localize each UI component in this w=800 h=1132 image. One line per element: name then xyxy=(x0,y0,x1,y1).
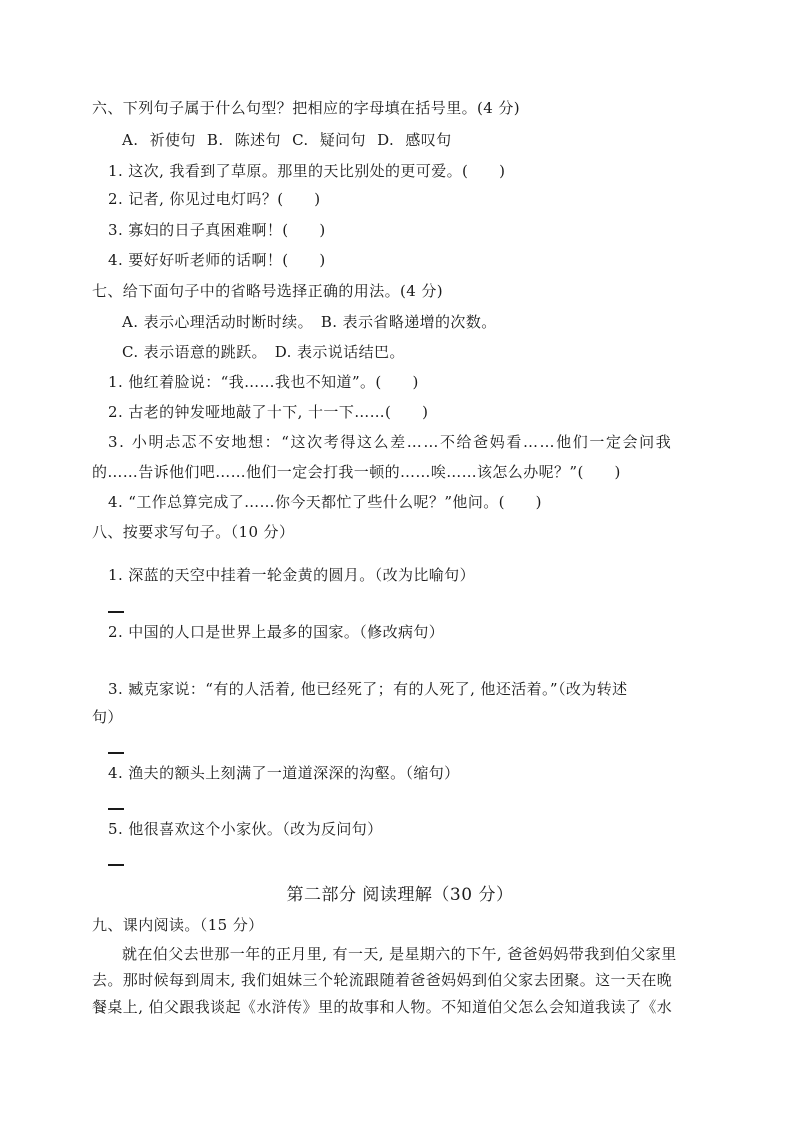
answer-line xyxy=(108,864,124,866)
section-8-question-2: 2. 中国的人口是世界上最多的国家。（修改病句） xyxy=(108,623,445,641)
section-6-question-4: 4. 要好好听老师的话啊！( ) xyxy=(108,251,326,269)
reading-paragraph-line-1: 就在伯父去世那一年的正月里, 有一天, 是星期六的下午, 爸爸妈妈带我到伯父家里 xyxy=(122,945,677,963)
answer-line xyxy=(108,808,124,810)
section-7-question-3-line-2: 的……告诉他们吧……他们一定会打我一顿的……唉……该怎么办呢？”( ) xyxy=(92,463,621,481)
section-8-question-4: 4. 渔夫的额头上刻满了一道道深深的沟壑。（缩句） xyxy=(108,764,460,782)
section-7-question-3-line-1: 3. 小明忐忑不安地想：“这次考得这么差……不给爸妈看……他们一定会问我 xyxy=(108,433,673,451)
section-8-question-5: 5. 他很喜欢这个小家伙。（改为反问句） xyxy=(108,820,383,838)
section-6-question-1: 1. 这次, 我看到了草原。那里的天比别处的更可爱。( ) xyxy=(108,162,506,180)
answer-line xyxy=(108,611,124,613)
section-6-question-2: 2. 记者, 你见过电灯吗？( ) xyxy=(108,190,321,208)
section-6-question-3: 3. 寡妇的日子真困难啊！( ) xyxy=(108,221,326,239)
section-8-question-1: 1. 深蓝的天空中挂着一轮金黄的圆月。（改为比喻句） xyxy=(108,566,475,584)
section-7-question-1: 1. 他红着脸说：“我……我也不知道”。( ) xyxy=(108,373,419,391)
section-7-options-row-2: C. 表示语意的跳跃。 D. 表示说话结巴。 xyxy=(122,343,405,361)
section-7-heading: 七、给下面句子中的省略号选择正确的用法。(4 分) xyxy=(92,282,444,300)
section-8-question-3-line-2: 句） xyxy=(92,708,123,726)
section-7-options-row-1: A. 表示心理活动时断时续。 B. 表示省略递增的次数。 xyxy=(122,313,497,331)
reading-paragraph-line-2: 去。那时候每到周末, 我们姐妹三个轮流跟随着爸爸妈妈到伯父家去团聚。这一天在晚 xyxy=(92,971,673,989)
part-2-title: 第二部分 阅读理解（30 分） xyxy=(286,885,514,905)
section-7-question-2: 2. 古老的钟发哑地敲了十下, 十一下……( ) xyxy=(108,403,429,421)
section-6-heading: 六、下列句子属于什么句型？把相应的字母填在括号里。(4 分) xyxy=(92,99,521,117)
section-6-options: A. 祈使句 B. 陈述句 C. 疑问句 D. 感叹句 xyxy=(122,131,452,149)
section-8-heading: 八、按要求写句子。（10 分） xyxy=(92,523,295,541)
section-7-question-4: 4. “工作总算完成了……你今天都忙了些什么呢？”他问。( ) xyxy=(108,493,542,511)
reading-paragraph-line-3: 餐桌上, 伯父跟我谈起《水浒传》里的故事和人物。不知道伯父怎么会知道我读了《水 xyxy=(92,998,673,1016)
section-9-heading: 九、课内阅读。（15 分） xyxy=(92,916,264,934)
section-8-question-3-line-1: 3. 臧克家说：“有的人活着, 他已经死了；有的人死了, 他还活着。”（改为转述 xyxy=(108,680,628,698)
answer-line xyxy=(108,752,124,754)
